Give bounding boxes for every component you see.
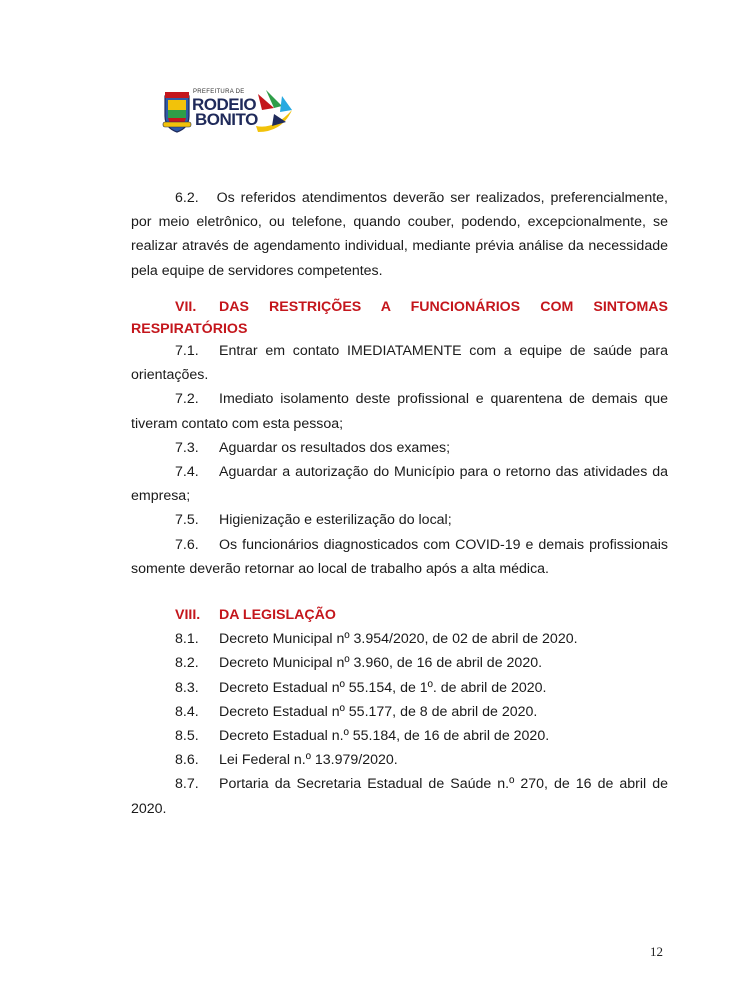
item-number: 7.5. (175, 512, 199, 529)
item-text: Decreto Estadual nº 55.177, de 8 de abril de 2020. (219, 703, 538, 720)
item-number: 7.4. (175, 464, 199, 481)
item-text: Decreto Municipal nº 3.954/2020, de 02 de abril de 2020. (219, 631, 578, 648)
item-text: Portaria da Secretaria Estadual de Saúde n.º 270, de 16 de abril de 2020. (131, 776, 668, 817)
list-item-8-1 (131, 627, 668, 651)
item-number: 8.6. (175, 752, 199, 769)
coat-of-arms-icon (162, 90, 192, 134)
logo-rodeio-text: RODEIO (192, 95, 257, 114)
list-item-8-7 (131, 772, 668, 820)
item-number: 7.2. (175, 391, 199, 408)
item-number: 7.3. (175, 439, 199, 456)
section-vii-heading-cont (131, 319, 668, 339)
item-text: Lei Federal n.º 13.979/2020. (219, 752, 398, 769)
item-text: Imediato isolamento deste profissional e quarentena de demais que tiveram contato com esta pessoa; (131, 391, 668, 432)
item-text: Decreto Municipal nº 3.960, de 16 de abril de 2020. (219, 655, 543, 672)
logo-small-text: PREFEITURA DE (193, 89, 245, 95)
section-title-line2: RESPIRATÓRIOS (131, 321, 248, 338)
list-item-7-2 (131, 387, 668, 435)
logo-swoosh-icon (252, 86, 302, 136)
section-viii-heading (131, 603, 668, 627)
list-item-8-6 (131, 748, 668, 772)
item-number: 7.1. (175, 343, 199, 360)
item-number: 8.1. (175, 631, 199, 648)
item-number: 8.5. (175, 728, 199, 745)
section-number: VIII. (175, 607, 201, 624)
list-item-8-3 (131, 676, 668, 700)
list-item-8-5 (131, 724, 668, 748)
section-vii-heading (131, 295, 668, 319)
list-item-7-4 (131, 460, 668, 508)
section-title-line1: DAS RESTRIÇÕES A FUNCIONÁRIOS COM SINTOMAS (219, 298, 668, 315)
list-item-7-6 (131, 533, 668, 581)
item-number: 8.3. (175, 679, 199, 696)
item-text: Decreto Estadual n.º 55.184, de 16 de abril de 2020. (219, 728, 550, 745)
item-text: Os funcionários diagnosticados com COVID-19 e demais profissionais somente deverão retornar ao local de trabalho após a alta médica. (131, 536, 668, 577)
item-number: 6.2. (175, 190, 199, 206)
item-number: 8.7. (175, 776, 199, 793)
paragraph-6-2 (131, 186, 668, 283)
section-number: VII. (175, 298, 197, 315)
section-title: DA LEGISLAÇÃO (219, 607, 336, 624)
list-item-8-4 (131, 700, 668, 724)
list-item-7-5 (131, 508, 668, 532)
item-text: Decreto Estadual nº 55.154, de 1º. de abril de 2020. (219, 679, 547, 696)
list-item-7-1 (131, 339, 668, 387)
item-number: 8.2. (175, 655, 199, 672)
list-item-7-3 (131, 436, 668, 460)
item-text: Aguardar os resultados dos exames; (219, 439, 451, 456)
logo-bonito-text: BONITO (195, 110, 258, 129)
item-text: Entrar em contato IMEDIATAMENTE com a equipe de saúde para orientações. (131, 343, 668, 384)
item-number: 8.4. (175, 703, 199, 720)
document-body (131, 186, 668, 821)
item-text: Higienização e esterilização do local; (219, 512, 452, 529)
item-text: Aguardar a autorização do Município para o retorno das atividades da empresa; (131, 464, 668, 505)
item-text: Os referidos atendimentos deverão ser realizados, preferencialmente, por meio eletrônico, ou telefone, quando couber, podendo, excepcionalmente, se realizar através de agendamento individual, mediante prévia análise da necessidade pela equipe de servidores competentes. (131, 190, 668, 279)
list-item-8-2 (131, 651, 668, 675)
item-number: 7.6. (175, 536, 199, 553)
page-number: 12 (650, 944, 663, 959)
prefeitura-logo (160, 84, 300, 140)
